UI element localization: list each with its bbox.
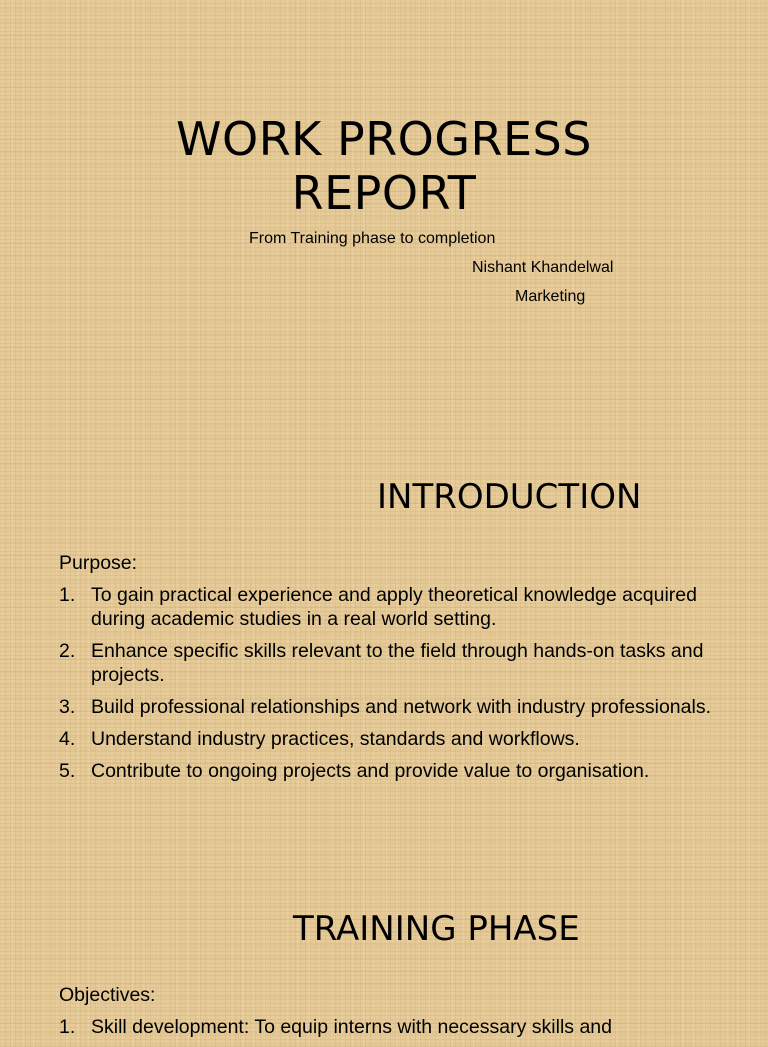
report-title bbox=[0, 112, 768, 220]
introduction-heading: INTRODUCTION bbox=[377, 477, 642, 517]
list-item bbox=[59, 727, 719, 751]
list-item bbox=[59, 583, 719, 631]
purpose-label: Purpose: bbox=[59, 552, 138, 574]
objectives-list bbox=[59, 1015, 719, 1039]
report-subtitle: From Training phase to completion bbox=[249, 230, 496, 247]
list-item bbox=[59, 759, 719, 783]
slide-training-phase bbox=[0, 860, 768, 1038]
list-item bbox=[59, 1015, 719, 1039]
list-number: 4. bbox=[59, 728, 76, 750]
list-text: Contribute to ongoing projects and provide value to organisation. bbox=[91, 760, 650, 782]
list-text: Understand industry practices, standards and workflows. bbox=[91, 728, 580, 750]
training-body bbox=[59, 983, 719, 1047]
training-heading: TRAINING PHASE bbox=[293, 909, 580, 949]
list-number: 1. bbox=[59, 1016, 76, 1038]
report-title-line-2: REPORT bbox=[291, 166, 477, 220]
list-number: 3. bbox=[59, 696, 76, 718]
report-title-line-1: WORK PROGRESS bbox=[176, 112, 592, 166]
objectives-label: Objectives: bbox=[59, 984, 156, 1006]
list-number: 2. bbox=[59, 640, 76, 662]
introduction-body bbox=[59, 551, 719, 791]
list-text: To gain practical experience and apply theoretical knowledge acquired during academic studies in a real world setting. bbox=[91, 584, 697, 630]
slide-introduction bbox=[0, 420, 768, 860]
list-item bbox=[59, 695, 719, 719]
list-text: Skill development: To equip interns with necessary skills and bbox=[91, 1016, 612, 1038]
author-name: Nishant Khandelwal bbox=[472, 259, 614, 276]
purpose-list bbox=[59, 583, 719, 783]
list-number: 1. bbox=[59, 584, 76, 606]
list-item bbox=[59, 639, 719, 687]
list-number: 5. bbox=[59, 760, 76, 782]
department-name: Marketing bbox=[515, 288, 586, 305]
slide-cover bbox=[0, 0, 768, 420]
list-text: Build professional relationships and network with industry professionals. bbox=[91, 696, 711, 718]
list-text: Enhance specific skills relevant to the field through hands-on tasks and projects. bbox=[91, 640, 704, 686]
